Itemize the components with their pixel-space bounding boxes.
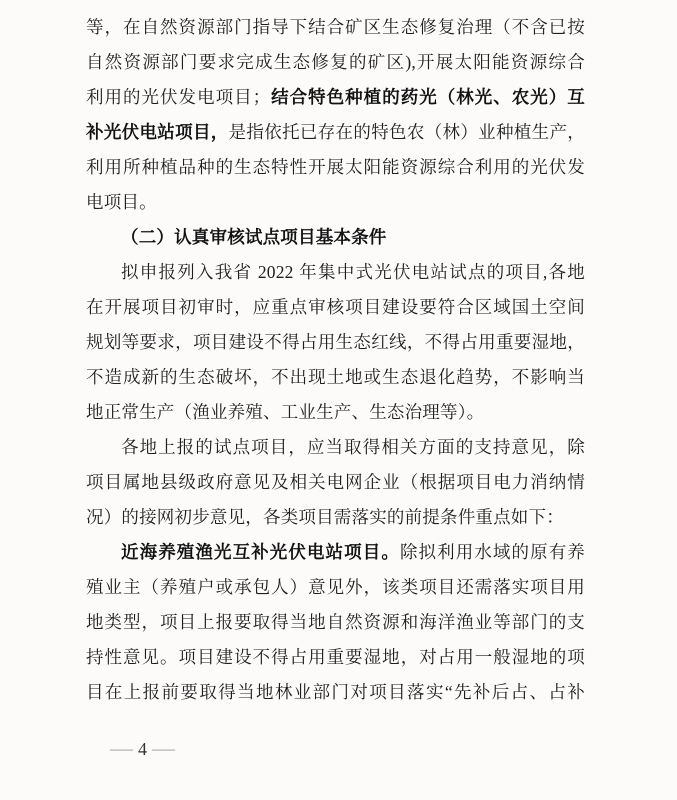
text-line (86, 80, 585, 115)
bold-text-segment: 结合特色种植的药光（林光、农光）互 (270, 87, 585, 107)
text-segment: 利用所种植品种的生态特性开展太阳能资源综合利用的光伏发 (86, 157, 585, 177)
text-segment: 地类型，项目上报要取得当地自然资源和海洋渔业等部门的支 (86, 612, 585, 632)
text-line (86, 325, 585, 360)
text-segment: 持性意见。项目建设不得占用重要湿地，对占用一般湿地的项 (86, 647, 585, 667)
text-line (86, 535, 585, 570)
text-segment: 利用的光伏发电项目； (86, 87, 271, 107)
text-line (86, 605, 585, 640)
text-segment: 项目属地县级政府意见及相关电网企业（根据项目电力消纳情 (86, 472, 585, 492)
page-footer (110, 736, 175, 762)
text-segment: 电项目。 (86, 192, 157, 212)
text-line (86, 430, 585, 465)
text-segment: 是指依托已存在的特色农（林）业种植生产， (228, 122, 585, 142)
text-line (86, 570, 585, 605)
text-segment: 除拟利用水域的原有养 (399, 542, 585, 562)
bold-text-segment: 补光伏电站项目， (86, 122, 229, 142)
text-segment: 地正常生产（渔业养殖、工业生产、生态治理等）。 (86, 402, 485, 422)
text-segment: 不造成新的生态破坏，不出现土地或生态退化趋势，不影响当 (86, 367, 585, 387)
text-line (86, 290, 585, 325)
text-line (86, 360, 585, 395)
footer-right-dash: — (152, 739, 175, 758)
bold-text-segment: 近海养殖渔光互补光伏电站项目。 (121, 542, 400, 562)
text-segment: 自然资源部门要求完成生态修复的矿区),开展太阳能资源综合 (86, 52, 585, 72)
text-segment: 拟申报列入我省 2022 年集中式光伏电站试点的项目,各地 (121, 262, 585, 282)
bold-text-segment: （二）认真审核试点项目基本条件 (121, 227, 387, 247)
footer-left-dash: — (110, 739, 133, 758)
text-segment: 等，在自然资源部门指导下结合矿区生态修复治理（不含已按 (86, 17, 585, 37)
text-line (86, 45, 585, 80)
text-line (86, 395, 585, 430)
text-line (86, 115, 585, 150)
document-body (86, 10, 585, 710)
text-line (86, 10, 585, 45)
text-line (86, 150, 585, 185)
page-number: 4 (138, 738, 147, 759)
text-line (86, 675, 585, 710)
text-line (86, 185, 585, 220)
text-line (86, 500, 585, 535)
text-segment: 殖业主（养殖户或承包人）意见外，该类项目还需落实项目用 (86, 577, 585, 597)
text-segment: 在开展项目初审时，应重点审核项目建设要符合区域国土空间 (86, 297, 585, 317)
text-segment: 目在上报前要取得当地林业部门对项目落实“先补后占、占补 (86, 682, 585, 702)
text-line (86, 220, 585, 255)
text-segment: 况）的接网初步意见，各类项目需落实的前提条件重点如下： (86, 507, 564, 527)
text-segment: 各地上报的试点项目，应当取得相关方面的支持意见，除 (121, 437, 585, 457)
text-line (86, 255, 585, 290)
text-line (86, 465, 585, 500)
text-line (86, 640, 585, 675)
text-segment: 规划等要求，项目建设不得占用生态红线，不得占用重要湿地， (86, 332, 585, 352)
